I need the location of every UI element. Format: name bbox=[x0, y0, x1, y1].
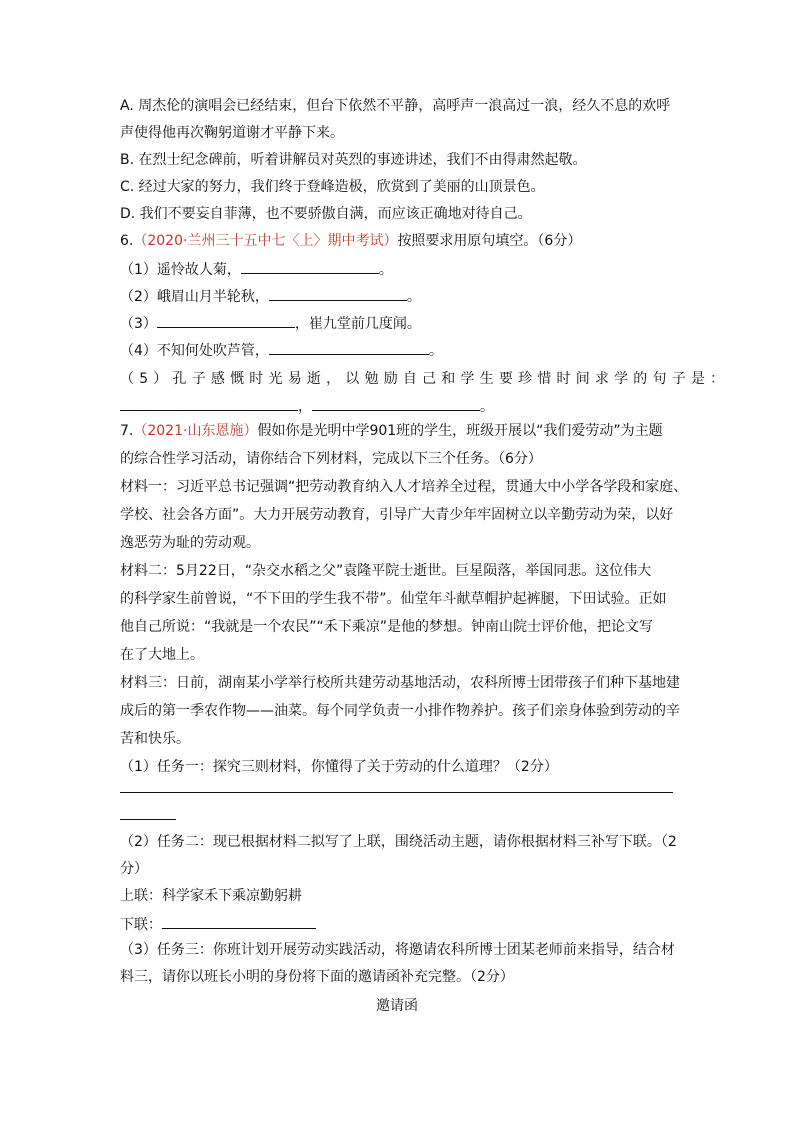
option-a-line1: A. 周杰伦的演唱会已经结束，但台下依然不平静，高呼声一浪高过一浪，经久不息的欢呼 bbox=[120, 98, 671, 114]
question-7-heading bbox=[120, 421, 680, 441]
task-3-line1: （3）任务三：你班计划开展劳动实践活动，将邀请农科所博士团某老师前来指导，结合材 bbox=[120, 942, 675, 958]
q6-item-3: （3） ，崔九堂前几度闻。 bbox=[120, 312, 680, 334]
question-7-number: 7. bbox=[120, 423, 134, 439]
option-d: D. 我们不要妄自菲薄，也不要骄傲自满，而应该正确地对待自己。 bbox=[120, 206, 532, 222]
question-6-source: （2020·兰州三十五中七〈上〉期中考试） bbox=[133, 233, 398, 249]
answer-blank[interactable] bbox=[162, 913, 316, 929]
answer-blank[interactable] bbox=[269, 285, 407, 301]
task-3-line2: 料三，请你以班长小明的身份将下面的邀请函补充完整。（2分） bbox=[120, 969, 514, 985]
material-2-line3: 他自己所说：“我就是一个农民”“禾下乘凉”是他的梦想。钟南山院士评价他，把论文写 bbox=[120, 619, 654, 635]
material-3-line1: 材料三：日前，湖南某小学举行校所共建劳动基地活动，农科所博士团带孩子们种下基地建 bbox=[120, 675, 680, 691]
q6-item-5-blanks: ， 。 bbox=[120, 395, 680, 417]
question-6-number: 6. bbox=[120, 233, 134, 249]
task-2-line1: （2）任务二：现已根据材料二拟写了上联，围绕活动主题，请你根据材料三补写下联。（2 bbox=[120, 834, 677, 850]
option-a-line2: 声使得他再次鞠躬道谢才平静下来。 bbox=[120, 125, 344, 141]
material-3-line2: 成后的第一季农作物——油菜。每个同学负责一小排作物养护。孩子们亲身体验到劳动的辛 bbox=[120, 703, 680, 719]
answer-blank[interactable] bbox=[312, 395, 480, 411]
material-2-line4: 在了大地上。 bbox=[120, 647, 204, 663]
material-3-line3: 苦和快乐。 bbox=[120, 731, 190, 747]
q6-item-4: （4）不知何处吹芦管， 。 bbox=[120, 339, 680, 361]
question-7-stem-2: 的综合性学习活动，请你结合下列材料，完成以下三个任务。（6分） bbox=[120, 451, 542, 467]
answer-blank[interactable] bbox=[269, 339, 429, 355]
couplet-upper: 上联：科学家禾下乘凉勤躬耕 bbox=[120, 888, 302, 904]
q6-item-2: （2）峨眉山月半轮秋， 。 bbox=[120, 285, 680, 307]
q6-item-1: （1）遥怜故人菊， 。 bbox=[120, 258, 680, 280]
letter-title: 邀请函 bbox=[376, 998, 418, 1014]
option-c: C. 经过大家的努力，我们终于登峰造极，欣赏到了美丽的山顶景色。 bbox=[120, 179, 545, 195]
question-6-heading bbox=[120, 231, 680, 251]
answer-line[interactable] bbox=[120, 819, 176, 820]
answer-blank[interactable] bbox=[157, 312, 295, 328]
material-2-line1: 材料二：5月22日，“杂交水稻之父”袁隆平院士逝世。巨星陨落，举国同悲。这位伟大 bbox=[120, 563, 652, 579]
question-6-stem: 按照要求用原句填空。（6分） bbox=[397, 233, 582, 249]
material-2-line2: 的科学家生前曾说，“不下田的学生我不带”。仙堂年斗献草帽护起裤腿，下田试验。正如 bbox=[120, 591, 667, 607]
question-7-source: （2021·山东恩施） bbox=[133, 423, 258, 439]
material-1-line2: 学校、社会各方面”。大力开展劳动教育，引导广大青少年牢固树立以辛勤劳动为荣，以好 bbox=[120, 507, 674, 523]
task-2-line2: 分） bbox=[120, 861, 148, 877]
option-b: B. 在烈士纪念碑前，听着讲解员对英烈的事迹讲述，我们不由得肃然起敬。 bbox=[120, 152, 587, 168]
material-1-line3: 逸恶劳为耻的劳动观。 bbox=[120, 535, 260, 551]
question-7-stem: 假如你是光明中学901班的学生，班级开展以“我们爱劳动”为主题 bbox=[257, 423, 663, 439]
task-1: （1）任务一：探究三则材料，你懂得了关于劳动的什么道理？（2分） bbox=[120, 759, 558, 775]
answer-line[interactable] bbox=[120, 792, 673, 793]
q6-item-5: （5）孔子感慨时光易逝，以勉励自己和学生要珍惜时间求学的句子是： bbox=[120, 371, 730, 387]
answer-blank[interactable] bbox=[120, 395, 298, 411]
material-1-line1: 材料一：习近平总书记强调“把劳动教育纳入人才培养全过程，贯通大中小学各学段和家庭、 bbox=[120, 479, 688, 495]
answer-blank[interactable] bbox=[241, 258, 379, 274]
couplet-lower: 下联： bbox=[120, 913, 680, 935]
